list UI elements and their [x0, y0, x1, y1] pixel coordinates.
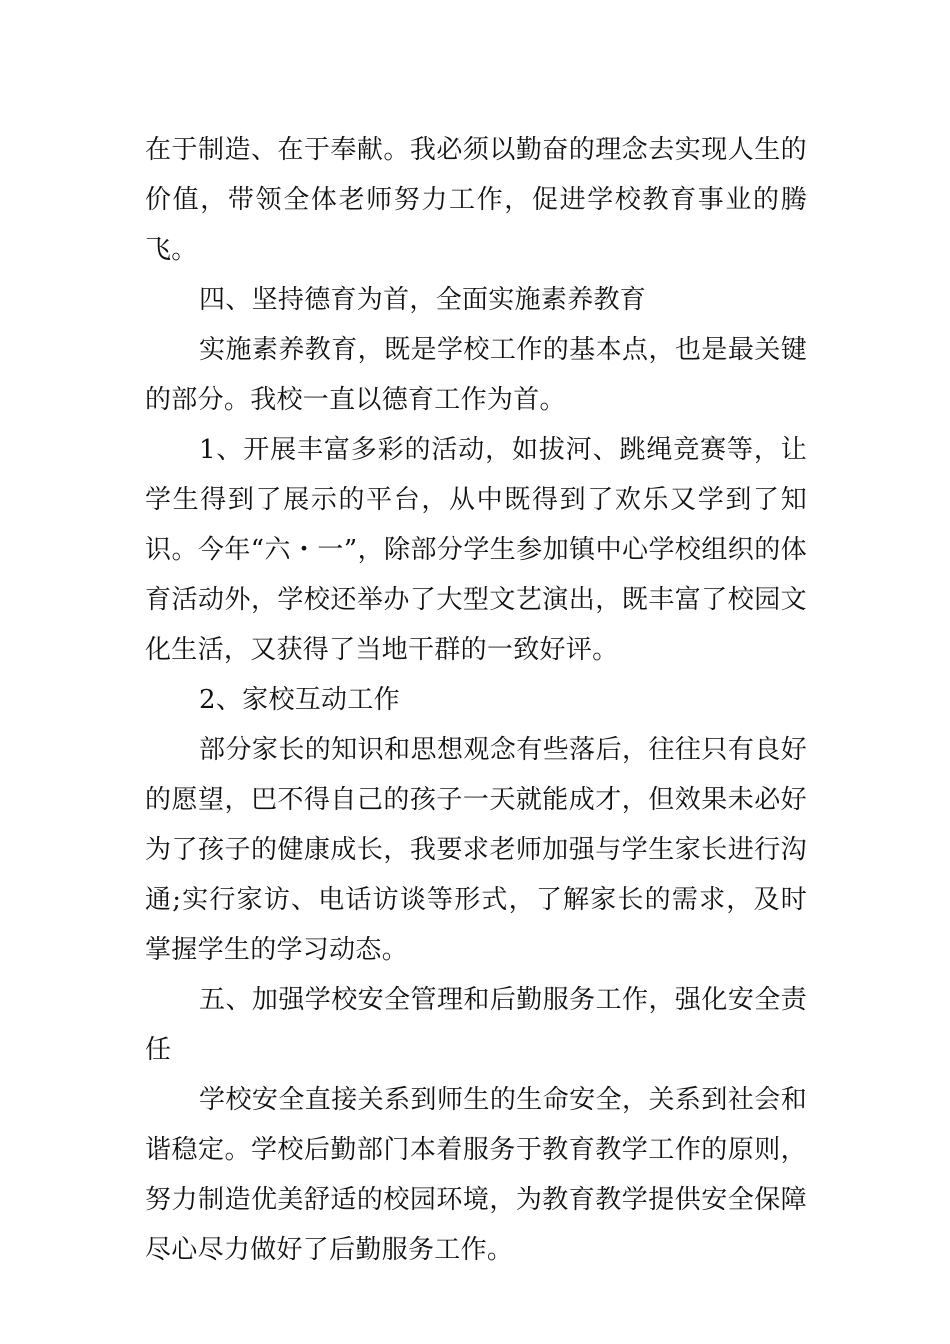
paragraph-activities: 1、开展丰富多彩的活动，如拔河、跳绳竞赛等，让学生得到了展示的平台，从中既得到了欢乐又学到了知识。今年“六・一”，除部分学生参加镇中心学校组织的体育活动外，学校还举办了大型文艺演出，既丰富了校园文化生活，又获得了当地干群的一致好评。	[145, 435, 807, 665]
paragraph-safety: 学校安全直接关系到师生的生命安全，关系到社会和谐稳定。学校后勤部门本着服务于教育教学工作的原则，努力制造优美舒适的校园环境，为教育教学提供安全保障尽心尽力做好了后勤服务工作。	[145, 1085, 807, 1265]
document-body	[145, 125, 807, 1275]
subheading-home-school: 2、家校互动工作	[199, 685, 400, 715]
paragraph-quality-education: 实施素养教育，既是学校工作的基本点，也是最关键的部分。我校一直以德育工作为首。	[145, 335, 807, 415]
paragraph-intro-continuation: 在于制造、在于奉献。我必须以勤奋的理念去实现人生的价值，带领全体老师努力工作，促进学校教育事业的腾飞。	[145, 135, 807, 265]
section-heading-five: 五、加强学校安全管理和后勤服务工作，强化安全责任	[145, 985, 807, 1065]
paragraph-parents: 部分家长的知识和思想观念有些落后，往往只有良好的愿望，巴不得自己的孩子一天就能成才，但效果未必好为了孩子的健康成长，我要求老师加强与学生家长进行沟通;实行家访、电话访谈等形式，了解家长的需求，及时掌握学生的学习动态。	[145, 735, 807, 965]
section-heading-four: 四、坚持德育为首，全面实施素养教育	[199, 285, 647, 315]
